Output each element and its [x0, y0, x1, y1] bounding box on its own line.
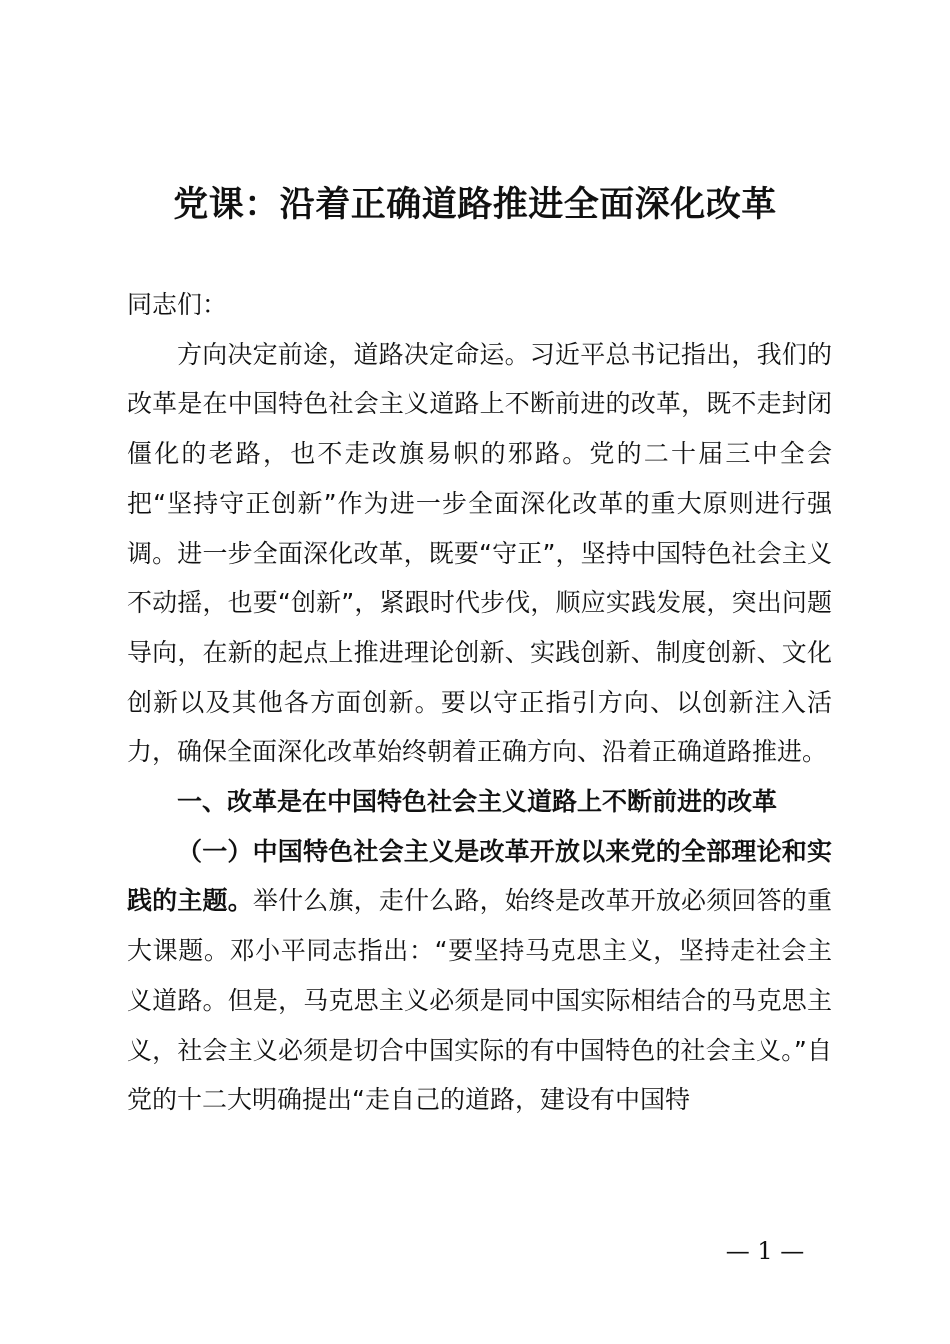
- section-heading-1: 一、改革是在中国特色社会主义道路上不断前进的改革: [177, 787, 778, 817]
- page-number: — 1 —: [725, 1237, 805, 1265]
- subsection-heading-1: （一）中国特色社会主义是改革开放以来党的全部理论和实践的主题。: [127, 836, 832, 916]
- document-body: [127, 280, 832, 1125]
- salutation: 同志们：: [127, 290, 228, 319]
- document-title: 党课：沿着正确道路推进全面深化改革: [173, 185, 777, 225]
- subsection-paragraph-1: [127, 827, 832, 1125]
- intro-paragraph: 方向决定前途，道路决定命运。习近平总书记指出，我们的改革是在中国特色社会主义道路上不断前进的改革，既不走封闭僵化的老路，也不走改旗易帜的邪路。党的二十届三中全会把“坚持守正创新”作为进一步全面深化改革的重大原则进行强调。进一步全面深化改革，既要“守正”，坚持中国特色社会主义不动摇，也要“创新”，紧跟时代步伐，顺应实践发展，突出问题导向，在新的起点上推进理论创新、实践创新、制度创新、文化创新以及其他各方面创新。要以守正指引方向、以创新注入活力，确保全面深化改革始终朝着正确方向、沿着正确道路推进。: [127, 339, 832, 767]
- subsection-text-1: 举什么旗，走什么路，始终是改革开放必须回答的重大课题。邓小平同志指出：“要坚持马克思主义，坚持走社会主义道路。但是，马克思主义必须是同中国实际相结合的马克思主义，社会主义必须是切合中国实际的有中国特色的社会主义。”自党的十二大明确提出“走自己的道路，建设有中国特: [127, 886, 832, 1115]
